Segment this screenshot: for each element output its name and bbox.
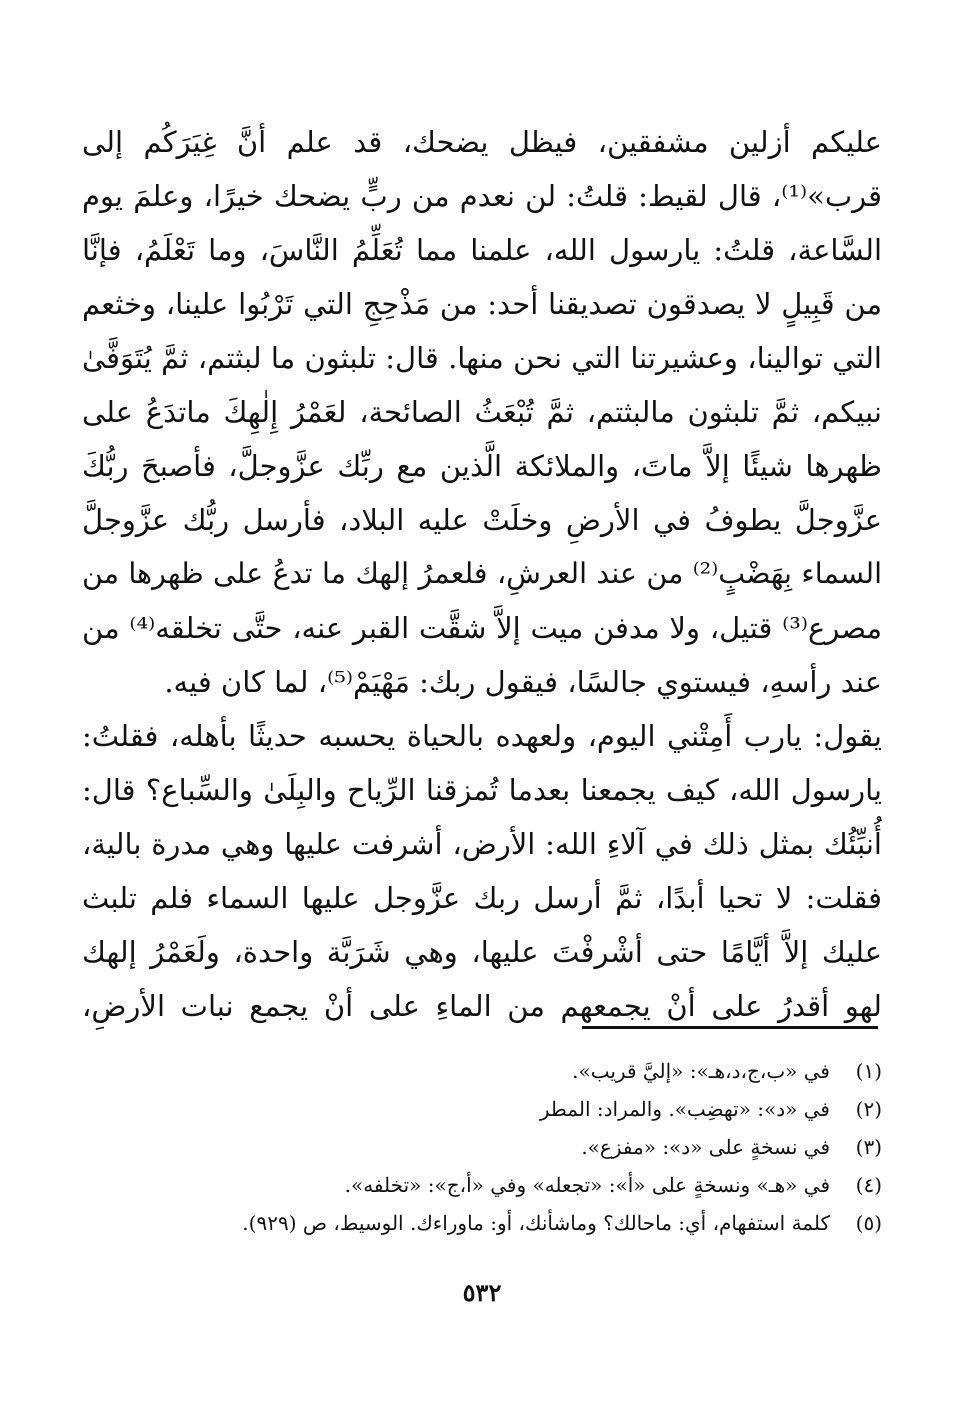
footnote-number: (٥) — [855, 1211, 882, 1235]
text-line: عند رأسهِ، فيستوي جالسًا، فيقول ربك: مَهْيَمْ⁽⁵⁾، لما كان فيه. — [164, 665, 882, 699]
text-line: يارسول الله، كيف يجمعنا بعدما تُمزقنا الرِّياح والبِلَىٰ والسِّباع؟ قال: — [82, 773, 882, 807]
footnote-item — [82, 1166, 882, 1204]
footnote-number: (٢) — [855, 1097, 882, 1121]
text-line: قرب»⁽¹⁾، قال لقيط: قلتُ: لن نعدم من ربٍّ يضحك خيرًا، وعلمَ يوم — [82, 179, 882, 213]
footnote-text: في «ب،ج،د،هـ»: «إليَّ قريب». — [572, 1059, 830, 1083]
footnote-item — [82, 1052, 882, 1090]
footnote-separator — [582, 1026, 878, 1029]
text-line: يقول: يارب أَمِتْني اليوم، ولعهده بالحياة يحسبه حديثًا بأهله، فقلتُ: — [82, 719, 882, 753]
text-line: السَّاعة، قلتُ: يارسول الله، علمنا مما تُعَلِّمُ النَّاسَ، وما تَعْلَمُ، فإنَّا — [82, 233, 882, 267]
text-line: أُنبِّئُك بمثل ذلك في آلاءِ الله: الأرض، أشرفت عليها وهي مدرة بالية، — [82, 827, 882, 861]
page-number: ٥٣٢ — [462, 1278, 502, 1307]
footnote-text: كلمة استفهام، أي: ماحالك؟ وماشأنك، أو: ماوراءك. الوسيط، ص (٩٢٩). — [242, 1211, 830, 1235]
footnote-item — [82, 1204, 882, 1242]
main-text-block — [82, 115, 882, 1033]
text-line: نبيكم، ثمَّ تلبثون مالبثتم، ثمَّ تُبْعَثُ الصائحة، لعَمْرُ إِلٰهِكَ ماتدَعُ على — [82, 395, 882, 429]
text-line: مصرع⁽³⁾ قتيل، ولا مدفن ميت إلاَّ شقَّت القبر عنه، حتَّى تخلقه⁽⁴⁾ من — [82, 611, 883, 645]
text-line: السماء بِهَضْبٍ⁽²⁾ من عند العرشِ، فلعمرُ إلهك ما تدعُ على ظهرها من — [82, 557, 882, 590]
text-line: من قَبِيلٍ لا يصدقون تصديقنا أحد: من مَذْحِجِ التي تَرْبُوا علينا، وخثعم — [82, 287, 882, 321]
text-line: عزَّوجلَّ يطوفُ في الأرضِ وخلَتْ عليه البلاد، فأرسل ربُّك عزَّوجلَّ — [82, 503, 882, 537]
text-line: ظهرها شيئًا إلاَّ ماتَ، والملائكة الَّذين مع ربِّك عزَّوجلَّ، فأصبحَ ربُّكَ — [82, 449, 882, 483]
text-line: عليكم أزلين مشفقين، فيظل يضحك، قد علم أنَّ غِيَرَكُم إلى — [82, 125, 882, 159]
footnote-text: في نسخةٍ على «د»: «مفزع». — [581, 1135, 830, 1159]
text-line: عليك إلاَّ أيَّامًا حتى أشْرفْتَ عليها، وهي شَرَبَّة واحدة، ولَعَمْرُ إلهك — [82, 935, 882, 969]
footnote-text: في «د»: «تهضِب». والمراد: المطر — [539, 1097, 830, 1121]
footnotes — [82, 1052, 882, 1242]
footnote-number: (٣) — [855, 1135, 882, 1159]
text-line: التي توالينا، وعشيرتنا التي نحن منها. قال: تلبثون ما لبثتم، ثمَّ يُتَوَفَّىٰ — [82, 341, 882, 375]
footnote-number: (١) — [855, 1059, 882, 1083]
footnote-text: في «هـ» ونسخةٍ على «أ»: «تجعله» وفي «أ،ج»: «تخلفه». — [344, 1173, 830, 1197]
footnote-item — [82, 1128, 882, 1166]
footnote-number: (٤) — [855, 1173, 882, 1197]
text-line: فقلت: لا تحيا أبدًا، ثمَّ أرسل ربك عزَّوجل عليها السماء فلم تلبث — [82, 881, 882, 915]
text-line: لهو أقدرُ على أنْ يجمعهم من الماءِ على أنْ يجمع نبات الأرضِ، — [82, 989, 882, 1023]
footnote-item — [82, 1090, 882, 1128]
